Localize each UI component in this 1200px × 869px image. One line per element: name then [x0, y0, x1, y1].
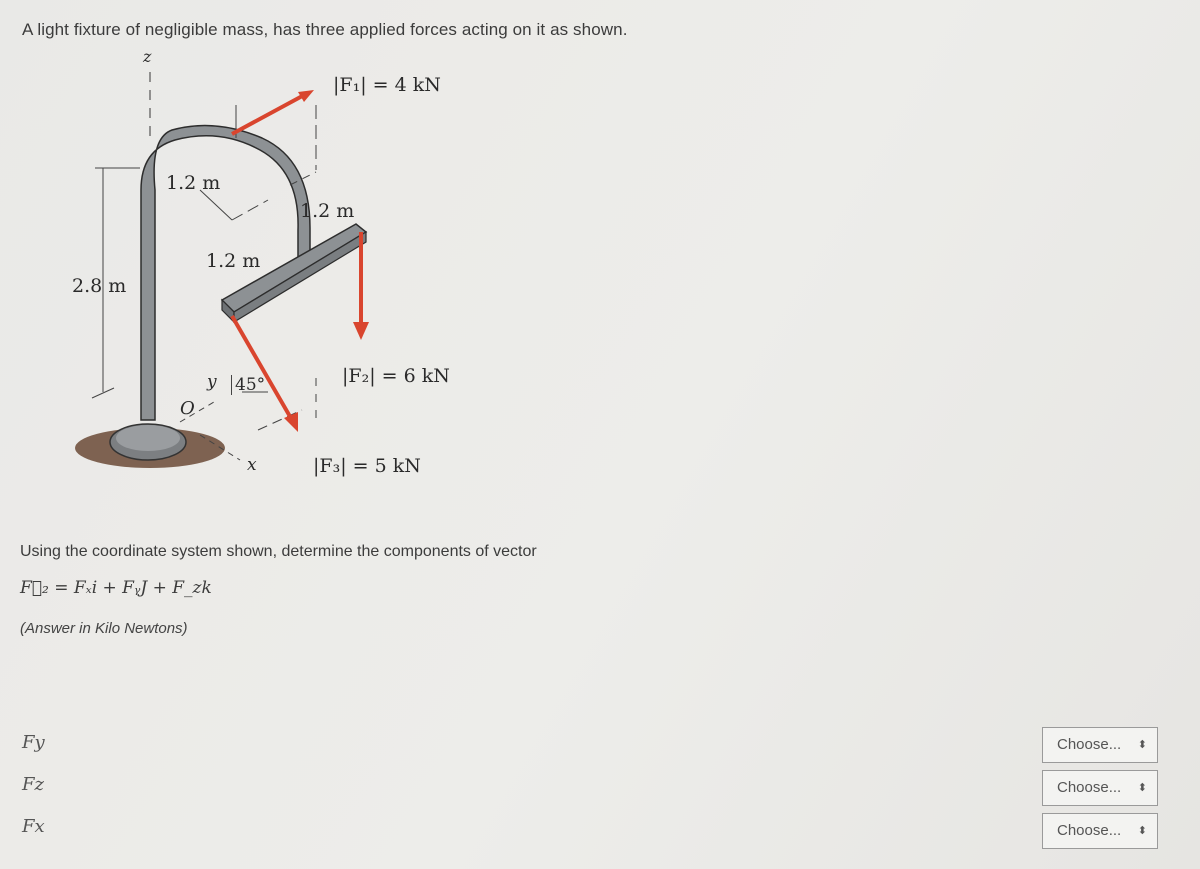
- force-f3-label: |F₃| = 5 kN: [313, 455, 421, 477]
- answer-select-fy[interactable]: [1042, 727, 1158, 763]
- force-f3-arrow: [232, 316, 292, 420]
- select-updown-icon: ⬍: [1137, 825, 1147, 837]
- dim-arc-base-line: [232, 200, 268, 220]
- axis-y-label: y: [207, 372, 217, 392]
- axis-z-label: z: [143, 47, 152, 66]
- answer-label-fx: Fx: [22, 816, 45, 837]
- force-f3-arrowhead: [284, 412, 298, 432]
- force-f1-label: |F₁| = 4 kN: [333, 74, 441, 96]
- axis-x-label: x: [247, 455, 257, 475]
- answer-select-fx-value: Choose...: [1057, 822, 1122, 839]
- force-f2-arrowhead: [353, 322, 369, 340]
- dim-arm-label: 1.2 m: [206, 250, 261, 272]
- vector-equation: F⃗₂ = Fₓi + FᵧJ + F_zk: [20, 578, 212, 598]
- answer-select-fx[interactable]: [1042, 813, 1158, 849]
- units-note: (Answer in Kilo Newtons): [20, 620, 188, 637]
- answer-select-fz-value: Choose...: [1057, 779, 1122, 796]
- angle-label: 45°: [231, 375, 265, 395]
- force-f1-arrow: [232, 94, 306, 134]
- dim-arc-right-label: 1.2 m: [300, 200, 355, 222]
- force-f2-label: |F₂| = 6 kN: [342, 365, 450, 387]
- answer-select-fz[interactable]: [1042, 770, 1158, 806]
- dim-vertical-label: 2.8 m: [72, 275, 127, 297]
- light-fixture-diagram: [0, 0, 520, 500]
- answer-label-fy: Fy: [22, 732, 45, 753]
- dim-arc-left-label: 1.2 m: [166, 172, 221, 194]
- problem-statement: A light fixture of negligible mass, has three applied forces acting on it as shown.: [22, 20, 628, 39]
- base-disc-top: [116, 425, 180, 451]
- question-text: Using the coordinate system shown, determine the components of vector: [20, 543, 537, 560]
- answer-select-fy-value: Choose...: [1057, 736, 1122, 753]
- select-updown-icon: ⬍: [1137, 739, 1147, 751]
- dim-arc-left-line: [200, 190, 232, 220]
- select-updown-icon: ⬍: [1137, 782, 1147, 794]
- origin-label: O: [180, 398, 195, 419]
- answer-label-fz: Fz: [22, 774, 44, 795]
